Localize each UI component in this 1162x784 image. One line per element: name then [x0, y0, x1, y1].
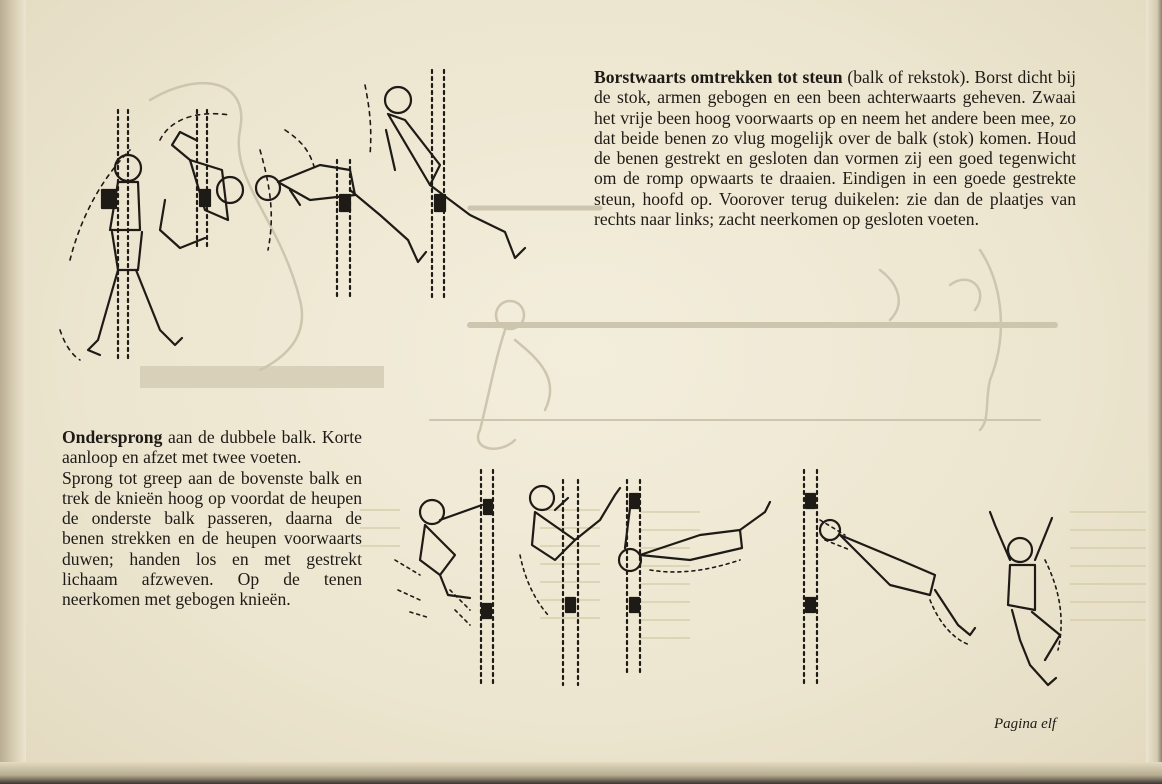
- bottom-exercise-description: [62, 427, 362, 610]
- bottom-exercise-body: Sprong tot greep aan de bovenste balk en trek de knieën hoog op voordat de heupen de onderste balk passeren, daarna de benen strekken en de heupen voorwaarts duwen; handen los en met gestrekt lichaam afzweven. Op de tenen neerkomen met gebogen knieën.: [62, 467, 362, 610]
- top-exercise-body: Borst dicht bij de stok, armen gebogen en een been achterwaarts geheven. Zwaai het vrije been hoog voorwaarts op en neem het andere been mee, zo dat beide benen zo vlug mogelijk over de balk (stok) komen. Houd de benen gestrekt en gesloten dan vormen zij een goed tegenwicht om de romp opwaarts te draaien. Eindigen in een goede gestrekte steun, hoofd op. Voorover terug duikelen: zie dan de plaatjes van rechts naar links; zacht neerkomen op gesloten voeten.: [594, 67, 1076, 230]
- page-number: Pagina elf: [994, 716, 1057, 732]
- bottom-exercise-heading-suffix: aan de dubbele balk. Korte aanloop en afzet met twee voeten.: [62, 427, 362, 468]
- page-right-edge: [1146, 0, 1162, 784]
- bottom-exercise-heading: Ondersprong: [62, 427, 163, 447]
- top-exercise-heading: Borstwaarts omtrekken tot steun: [594, 67, 843, 87]
- top-exercise-heading-suffix: (balk of rekstok).: [842, 67, 970, 87]
- page-bottom-edge: [0, 762, 1162, 784]
- top-sequence-figures: [60, 70, 525, 360]
- top-exercise-description: [594, 67, 1076, 229]
- bottom-sequence-figures: [395, 470, 1061, 685]
